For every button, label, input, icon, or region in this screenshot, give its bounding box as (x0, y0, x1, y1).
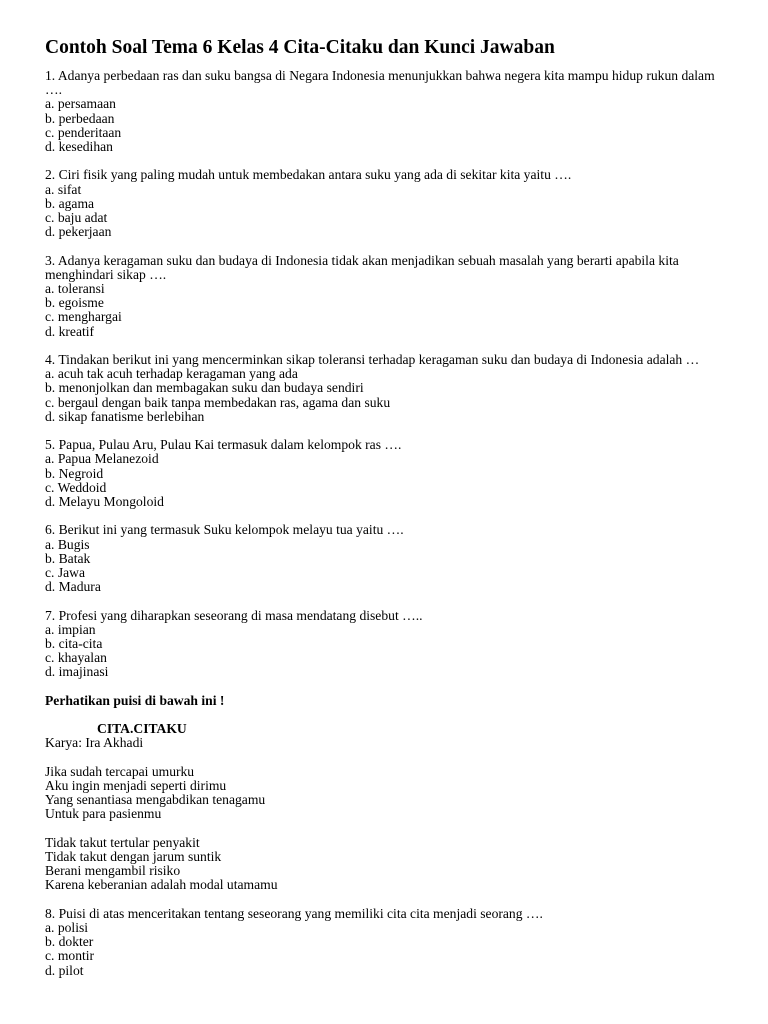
option-d: d. kesedihan (45, 139, 113, 155)
poem-line: Jika sudah tercapai umurku (45, 763, 195, 779)
poem-line: Karena keberanian adalah modal utamamu (45, 877, 278, 893)
poem-instruction: Perhatikan puisi di bawah ini ! (45, 692, 225, 708)
question-text: 6. Berikut ini yang termasuk Suku kelompok melayu tua yaitu …. (45, 522, 404, 538)
option-b: b. dokter (45, 934, 94, 950)
question-1 (45, 69, 735, 154)
question-text: 5. Papua, Pulau Aru, Pulau Kai termasuk dalam kelompok ras …. (45, 437, 402, 453)
option-c: c. khayalan (45, 650, 107, 666)
option-d: d. pekerjaan (45, 224, 112, 240)
poem-stanza-1 (45, 765, 735, 822)
option-d: d. imajinasi (45, 664, 109, 680)
question-text: 8. Puisi di atas menceritakan tentang seseorang yang memiliki cita cita menjadi seorang …. (45, 905, 543, 921)
question-text: 3. Adanya keragaman suku dan budaya di Indonesia tidak akan menjadikan sebuah masalah yang berarti apabila kita menghindari sikap …. (45, 252, 679, 282)
option-d: d. kreatif (45, 323, 95, 339)
poem-line: Tidak takut dengan jarum suntik (45, 849, 222, 865)
option-c: c. penderitaan (45, 124, 122, 140)
option-b: b. perbedaan (45, 110, 115, 126)
option-a: a. Papua Melanezoid (45, 451, 159, 467)
poem-line: Tidak takut tertular penyakit (45, 834, 200, 850)
option-b: b. agama (45, 195, 95, 211)
poem-title: CITA.CITAKU (97, 721, 187, 737)
option-c: c. bergaul dengan baik tanpa membedakan ras, agama dan suku (45, 394, 391, 410)
question-4 (45, 353, 735, 424)
option-b: b. menonjolkan dan membagakan suku dan budaya sendiri (45, 380, 364, 396)
poem-line: Yang senantiasa mengabdikan tenagamu (45, 792, 266, 808)
option-b: b. egoisme (45, 295, 104, 311)
poem-line: Untuk para pasienmu (45, 806, 162, 822)
option-c: c. Weddoid (45, 479, 107, 495)
option-d: d. Madura (45, 579, 101, 595)
option-d: d. Melayu Mongoloid (45, 494, 164, 510)
question-text: 7. Profesi yang diharapkan seseorang di masa mendatang disebut ….. (45, 607, 423, 623)
question-6 (45, 523, 735, 594)
option-c: c. Jawa (45, 565, 86, 581)
option-a: a. toleransi (45, 281, 105, 297)
question-7 (45, 609, 735, 680)
option-a: a. persamaan (45, 96, 116, 112)
option-b: b. Batak (45, 550, 91, 566)
option-c: c. baju adat (45, 210, 108, 226)
document-title: Contoh Soal Tema 6 Kelas 4 Cita-Citaku dan Kunci Jawaban (45, 37, 555, 58)
question-3 (45, 254, 735, 339)
option-a: a. sifat (45, 181, 82, 197)
poem-line: Aku ingin menjadi seperti dirimu (45, 778, 227, 794)
question-text: 2. Ciri fisik yang paling mudah untuk membedakan antara suku yang ada di sekitar kita yaitu …. (45, 167, 572, 183)
option-c: c. menghargai (45, 309, 122, 325)
option-a: a. polisi (45, 920, 89, 936)
question-8 (45, 907, 735, 978)
option-a: a. Bugis (45, 536, 90, 552)
poem (45, 722, 735, 892)
option-d: d. pilot (45, 962, 84, 978)
option-a: a. acuh tak acuh terhadap keragaman yang ada (45, 366, 298, 382)
question-text: 4. Tindakan berikut ini yang mencerminkan sikap toleransi terhadap keragaman suku dan budaya di Indonesia adalah … (45, 352, 700, 368)
question-2 (45, 168, 735, 239)
poem-line: Berani mengambil risiko (45, 863, 181, 879)
poem-stanza-2 (45, 836, 735, 893)
option-b: b. Negroid (45, 465, 104, 481)
option-c: c. montir (45, 948, 95, 964)
option-b: b. cita-cita (45, 636, 103, 652)
option-d: d. sikap fanatisme berlebihan (45, 408, 205, 424)
option-a: a. impian (45, 621, 96, 637)
question-text: 1. Adanya perbedaan ras dan suku bangsa di Negara Indonesia menunjukkan bahwa negera kita mampu hidup rukun dalam …. (45, 68, 715, 98)
document-page (45, 37, 735, 992)
question-5 (45, 438, 735, 509)
poem-author: Karya: Ira Akhadi (45, 735, 144, 751)
